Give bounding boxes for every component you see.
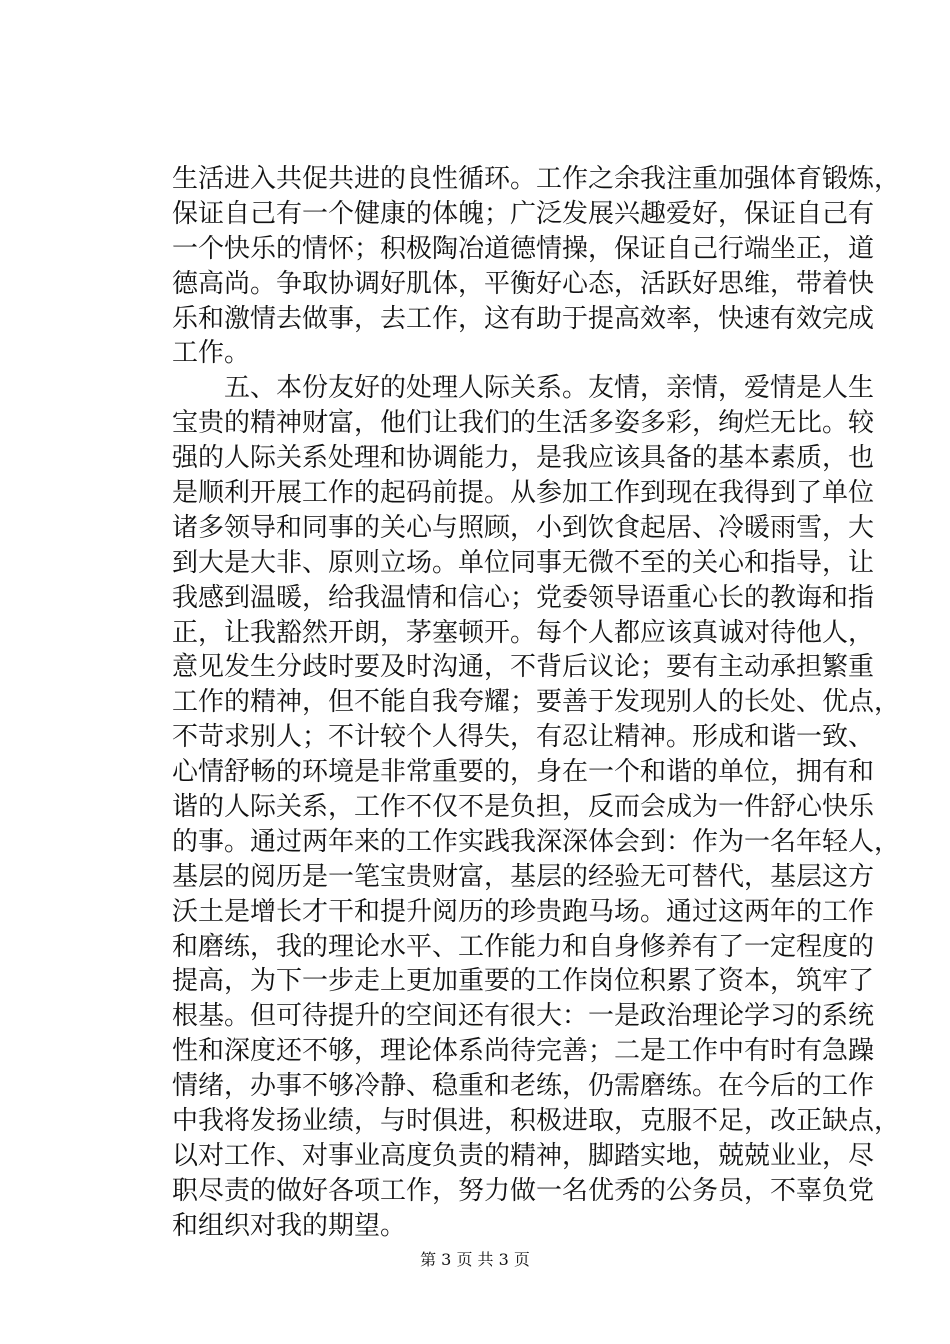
text-line: 职尽责的做好各项工作，努力做一名优秀的公务员，不辜负党	[172, 1175, 875, 1206]
text-line: 意见发生分歧时要及时沟通，不背后议论；要有主动承担繁重	[172, 652, 875, 683]
text-line: 保证自己有一个健康的体魄；广泛发展兴趣爱好，保证自己有	[172, 198, 875, 229]
text-line: 到大是大非、原则立场。单位同事无微不至的关心和指导，让	[172, 547, 875, 578]
text-line: 提高，为下一步走上更加重要的工作岗位积累了资本，筑牢了	[172, 966, 875, 997]
page-number-label: 第 3 页 共 3 页	[420, 1250, 530, 1269]
text-line: 是顺利开展工作的起码前提。从参加工作到现在我得到了单位	[172, 478, 875, 509]
body-text	[172, 162, 901, 1244]
text-line: 工作。	[172, 338, 251, 369]
text-line: 谐的人际关系，工作不仅不是负担，反而会成为一件舒心快乐	[172, 792, 875, 823]
text-line: 不苛求别人；不计较个人得失，有忍让精神。形成和谐一致、	[172, 722, 875, 753]
text-line: 德高尚。争取协调好肌体，平衡好心态，活跃好思维，带着快	[172, 268, 875, 299]
text-line: 沃土是增长才干和提升阅历的珍贵跑马场。通过这两年的工作	[172, 896, 875, 927]
text-line: 和磨练，我的理论水平、工作能力和自身修养有了一定程度的	[172, 931, 875, 962]
text-line: 我感到温暖，给我温情和信心；党委领导语重心长的教诲和指	[172, 582, 875, 613]
text-line: 强的人际关系处理和协调能力，是我应该具备的基本素质，也	[172, 443, 875, 474]
text-line: 和组织对我的期望。	[172, 1210, 407, 1241]
page-footer	[0, 1250, 950, 1270]
text-line: 心情舒畅的环境是非常重要的，身在一个和谐的单位，拥有和	[172, 757, 875, 788]
text-line: 正，让我豁然开朗，茅塞顿开。每个人都应该真诚对待他人，	[172, 617, 875, 648]
text-line: 基层的阅历是一笔宝贵财富，基层的经验无可替代，基层这方	[172, 861, 875, 892]
text-line: 宝贵的精神财富，他们让我们的生活多姿多彩，绚烂无比。较	[172, 408, 875, 439]
text-line: 乐和激情去做事，去工作，这有助于提高效率，快速有效完成	[172, 303, 875, 334]
text-line: 以对工作、对事业高度负责的精神，脚踏实地，兢兢业业，尽	[172, 1140, 875, 1171]
text-line: 工作的精神，但不能自我夸耀；要善于发现别人的长处、优点，	[172, 687, 901, 718]
text-line: 生活进入共促共进的良性循环。工作之余我注重加强体育锻炼，	[172, 164, 901, 194]
text-line: 中我将发扬业绩，与时俱进，积极进取，克服不足，改正缺点，	[172, 1106, 901, 1137]
text-line: 性和深度还不够，理论体系尚待完善；二是工作中有时有急躁	[172, 1036, 875, 1067]
text-line: 的事。通过两年来的工作实践我深深体会到：作为一名年轻人，	[172, 826, 901, 857]
text-line: 根基。但可待提升的空间还有很大：一是政治理论学习的系统	[172, 1001, 875, 1032]
text-line: 诸多领导和同事的关心与照顾，小到饮食起居、冷暖雨雪，大	[172, 512, 875, 543]
paragraph-start-line: 五、本份友好的处理人际关系。友情，亲情，爱情是人生	[172, 373, 875, 404]
text-line: 一个快乐的情怀；积极陶冶道德情操，保证自己行端坐正，道	[172, 233, 875, 264]
text-line: 情绪，办事不够冷静、稳重和老练，仍需磨练。在今后的工作	[172, 1071, 875, 1102]
